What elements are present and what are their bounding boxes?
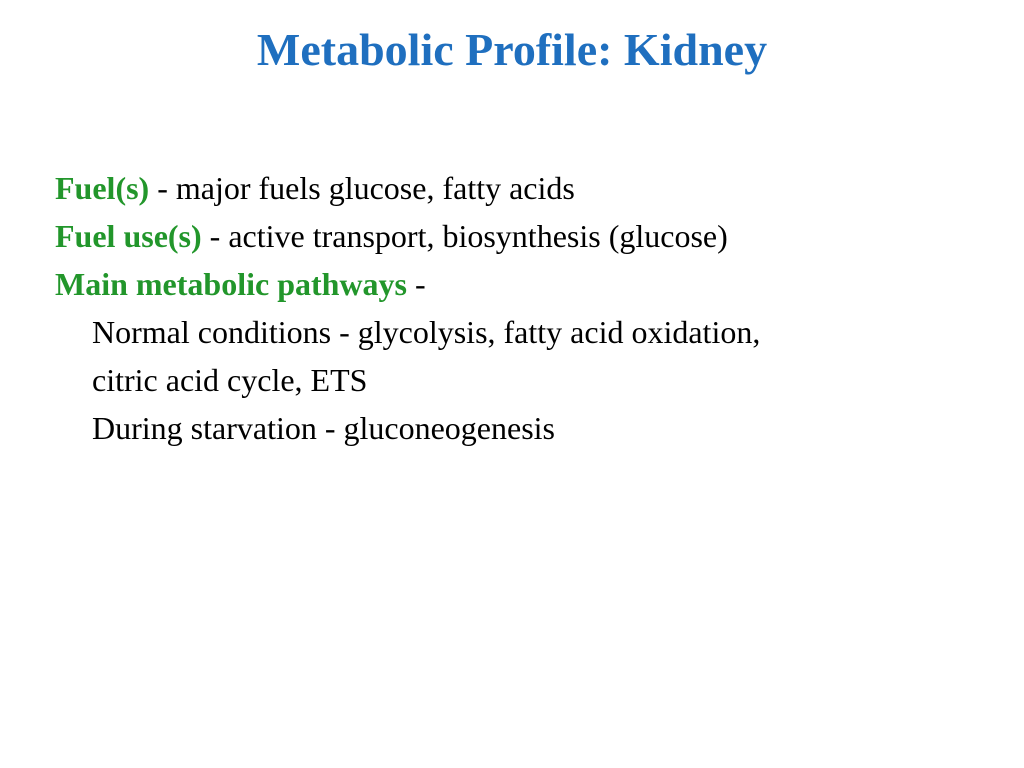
fuels-line [55,164,995,212]
normal-conditions-continuation: citric acid cycle, ETS [92,362,368,398]
fuel-use-term: Fuel use(s) [55,218,202,254]
normal-conditions-line: Normal conditions - glycolysis, fatty acid oxidation, [92,314,761,350]
fuels-text: major fuels glucose, fatty acids [175,170,575,206]
slide-body [55,164,995,452]
pathways-term: Main metabolic pathways [55,266,407,302]
starvation-line: During starvation - gluconeogenesis [92,410,555,446]
fuel-use-separator: - [201,218,229,254]
pathways-line [55,260,995,308]
pathways-separator: - [407,266,426,302]
fuel-use-text: active transport, biosynthesis (glucose) [228,218,728,254]
fuels-term: Fuel(s) [55,170,150,206]
fuel-use-line [55,212,995,260]
fuels-separator: - [149,170,176,206]
slide-title: Metabolic Profile: Kidney [256,24,768,75]
